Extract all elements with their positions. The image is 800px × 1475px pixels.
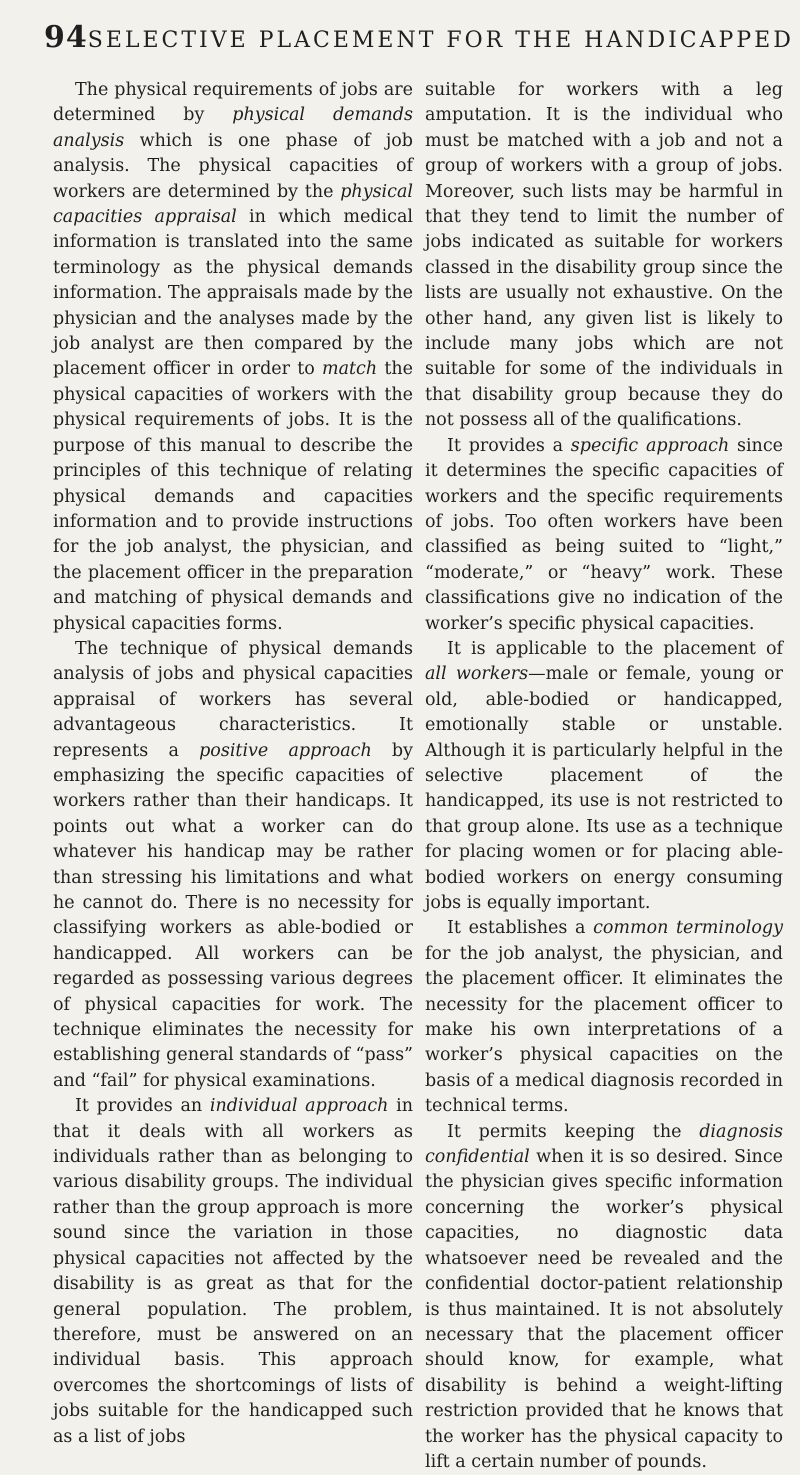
left-column <box>53 78 413 1450</box>
paragraph-all-workers: It is applicable to the placement of all workers—male or female, young or old, able-bodied or handicapped, emotionally stable or unstable. Although it is particularly helpful in the selective placement of the handicapped, its use is not restricted to that group alone. Its use as a technique for placing women or for placing able-bodied workers on energy consuming jobs is equally important. <box>425 638 783 913</box>
right-column <box>425 78 783 1475</box>
running-head: SELECTIVE PLACEMENT FOR THE HANDICAPPED <box>87 28 794 53</box>
paragraph-technique-advantages: The technique of physical demands analysis of jobs and physical capacities appraisal of workers has several advantageous characteristics. It represents a positive approach by emphasizing the specific capacities of workers rather than their handicaps. It points out what a worker can do whatever his handicap may be rather than stressing his limitations and what he cannot do. There is no necessity for classifying workers as able-bodied or handicapped. All workers can be regarded as possessing various degrees of physical capacities for work. The technique eliminates the necessity for establishing general standards of “pass” and “fail” for physical examinations. <box>53 638 413 1091</box>
page-header <box>44 20 794 60</box>
page-number: 94 <box>44 20 88 55</box>
emphasis: all workers <box>425 664 529 685</box>
emphasis: match <box>322 359 378 380</box>
emphasis: specific approach <box>570 435 730 456</box>
paragraph-continued: suitable for workers with a leg amputation. It is the individual who must be matched with a job and not a group of workers with a group of jobs. Moreover, such lists may be harmful in that they tend to limit the number of jobs indicated as suitable for workers classed in the disability group since the lists are usually not exhaustive. On the other hand, any given list is likely to include many jobs which are not suitable for some of the individuals in that disability group because they do not possess all of the qualifications. <box>425 80 783 431</box>
paragraph-physical-requirements: The physical requirements of jobs are determined by physical demands analysis which is one phase of job analysis. The physical capacities of workers are determined by the physical capacities appraisal in which medical information is translated into the same terminology as the physical demands information. The appraisals made by the physician and the analyses made by the job analyst are then compared by the placement officer in order to match the physical capacities of workers with the physical requirements of jobs. It is the purpose of this manual to describe the principles of this technique of relating physical demands and capacities information and to provide instructions for the job analyst, the physician, and the placement officer in the preparation and matching of physical demands and physical capacities forms. <box>53 80 413 634</box>
emphasis: individual approach <box>209 1096 389 1117</box>
paragraph-common-terminology: It establishes a common terminology for the job analyst, the physician, and the placement officer. It eliminates the necessity for the placement officer to make his own interpretations of a worker’s physical capacities on the basis of a medical diagnosis recorded in technical terms. <box>425 918 783 1117</box>
emphasis: diagnosis confidential <box>425 1121 783 1168</box>
emphasis: common terminology <box>593 918 783 939</box>
paragraph-specific-approach: It provides a specific approach since it determines the specific capacities of workers and the specific requirements of jobs. Too often workers have been classified as being suited to “light,” “moderate,” or “heavy” work. These classifications give no indication of the worker’s specific physical capacities. <box>425 435 783 634</box>
emphasis: physical capacities appraisal <box>53 181 413 228</box>
paragraph-confidential-diagnosis: It permits keeping the diagnosis confidential when it is so desired. Since the physician gives specific information concerning the worker’s physical capacities, no diagnostic data whatsoever need be revealed and the confidential doctor-patient relationship is thus maintained. It is not absolutely necessary that the placement officer should know, for example, what disability is behind a weight-lifting restriction provided that he knows that the worker has the physical capacity to lift a certain number of pounds. <box>425 1121 783 1472</box>
emphasis: physical demands analysis <box>53 105 413 151</box>
emphasis: positive approach <box>199 740 372 761</box>
paragraph-individual-approach: It provides an individual approach in that it deals with all workers as individuals rather than as belonging to various disability groups. The individual rather than the group approach is more sound since the variation in those physical capacities not affected by the disability is as great as that for the general population. The problem, therefore, must be answered on an individual basis. This approach overcomes the shortcomings of lists of jobs suitable for the handicapped such as a list of jobs <box>53 1096 413 1447</box>
